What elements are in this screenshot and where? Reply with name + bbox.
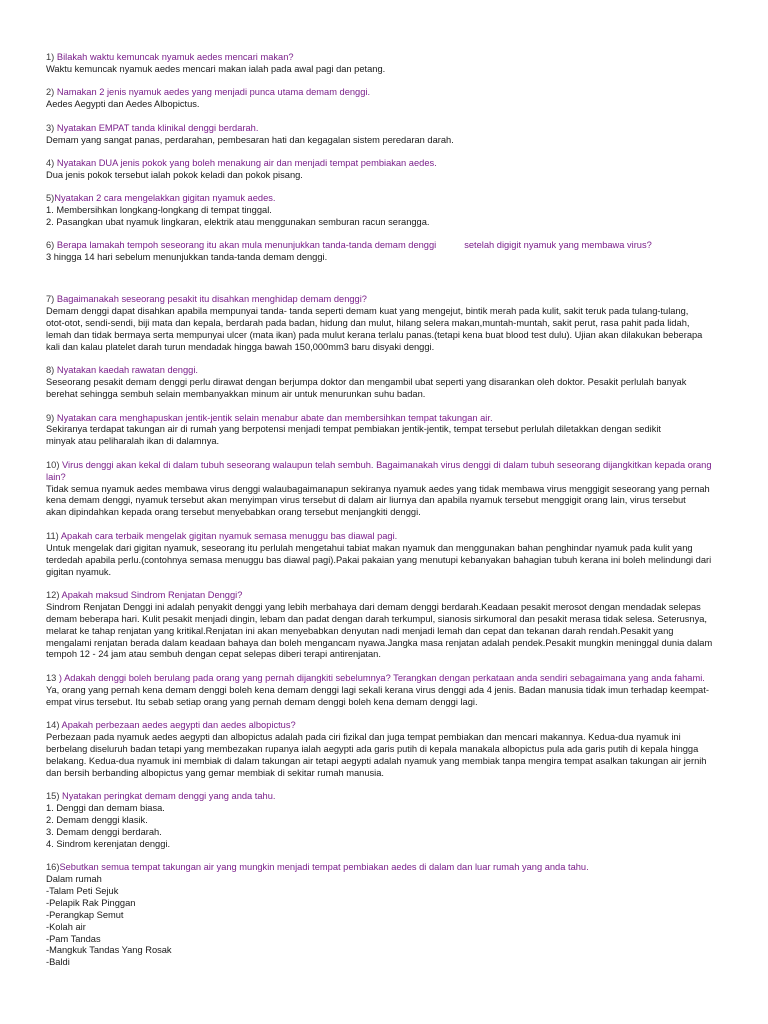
answer-line: lemah dan tidak bermaya serta mempunyai ulcer (mata ikan) pada mulut kerana terlalu panas.(tetapi kena buat blood test dulu). Ujian akan dilakukan beberapa [46, 330, 703, 340]
list-item: -Kolah air [46, 921, 86, 932]
qa-item [46, 52, 736, 76]
answer-line: Seseorang pesakit demam denggi perlu dirawat dengan berjumpa doktor dan mengambil ubat seperti yang disarankan oleh doktor. Pesakit perlulah banyak [46, 377, 687, 388]
answer-line: otot-otot, sendi-sendi, biji mata dan kepala, berdarah pada badan, hidung dan mulut, hilang selera makan,muntah-muntah, sakit perut, rasa pahit pada lidah, [46, 318, 690, 329]
question-number: 16) [46, 862, 60, 873]
question [46, 720, 736, 732]
question-number: 4) [46, 157, 55, 168]
list-item: -Talam Peti Sejuk [46, 885, 119, 896]
question-number: 13 [46, 672, 57, 683]
question [46, 590, 736, 602]
qa-item [46, 87, 736, 111]
question-number: 10) [46, 459, 60, 470]
question-number: 2) [46, 87, 55, 98]
answer-line: Sindrom Renjatan Denggi ini adalah penyakit denggi yang lebih merbahaya dari demam denggi berdarah.Keadaan pesakit merosot dengan mendadak selepas [46, 601, 701, 612]
answer-line: 1. Membersihkan longkang-longkang di tempat tinggal. [46, 205, 272, 216]
qa-item [46, 158, 736, 182]
answer-line: Perbezaan pada nyamuk aedes aegypti dan albopictus adalah pada ciri fizikal dan juga tempat pembiakan dan mencari makannya. Kedua-dua nyamuk ini [46, 731, 681, 742]
question-text: Apakah maksud Sindrom Renjatan Denggi? [59, 589, 243, 600]
question [46, 87, 736, 99]
document-body [46, 52, 736, 981]
answer-line: Ya, orang yang pernah kena demam denggi boleh kena demam denggi lagi sekali kerana virus denggi ada 4 jenis. Badan manusia tidak imun terhadap keempat- [46, 684, 709, 695]
question-text: Nyatakan kaedah rawatan denggi. [54, 365, 198, 376]
answer-line: demam beberapa hari. Kulit pesakit menjadi dingin, lebam dan padat dengan darah terkumpul, sianosis sirkumoral dan pesakit merasa tidak selesa. Seterusnya, [46, 613, 707, 624]
list-item: -Pelapik Rak Pinggan [46, 897, 136, 908]
question-number: 7) [46, 294, 55, 305]
list-item: 4. Sindrom kerenjatan denggi. [46, 838, 171, 849]
answer-line: Tidak semua nyamuk aedes membawa virus denggi walaubagaimanapun sekiranya nyamuk aedes yang tidak membawa virus menggigit seseorang yang pernah [46, 483, 710, 494]
question-number: 14) [46, 720, 60, 731]
answer-line: 3 hingga 14 hari sebelum menunjukkan tanda-tanda demam denggi. [46, 252, 328, 263]
question [46, 791, 736, 803]
question-number: 1) [46, 52, 55, 62]
question [46, 862, 736, 874]
question-number: 5) [46, 193, 55, 204]
qa-item [46, 193, 736, 229]
question-text: Nyatakan DUA jenis pokok yang boleh menakung air dan menjadi tempat pembiakan aedes. [54, 157, 437, 168]
qa-item [46, 862, 736, 969]
qa-item [46, 240, 736, 264]
question-text: Virus denggi akan kekal di dalam tubuh seseorang walaupun telah sembuh. Bagaimanakah virus denggi di dalam tubuh seseorang dijangkitkan kepada orang [59, 459, 712, 470]
question-number: 9) [46, 412, 55, 423]
answer-line: dan bersih berbanding albopictus yang gemar membiak di sekitar rumah manusia. [46, 767, 384, 778]
question-text: Nyatakan cara menghapuskan jentik-jentik selain menabur abate dan membersihkan tempat takungan air. [54, 412, 493, 423]
question-text: Sebutkan semua tempat takungan air yang mungkin menjadi tempat pembiakan aedes di dalam dan luar rumah yang anda tahu. [59, 862, 589, 873]
question-number: 11) [46, 530, 59, 541]
list-item: 3. Demam denggi berdarah. [46, 826, 162, 837]
question [46, 673, 736, 685]
qa-item [46, 791, 736, 851]
qa-item [46, 531, 736, 579]
question-number: 6) [46, 240, 55, 251]
qa-item [46, 123, 736, 147]
list-item: -Perangkap Semut [46, 909, 124, 920]
qa-item [46, 673, 736, 709]
qa-item [46, 460, 736, 520]
answer-line: terdedah apabila perlu.(contohnya semasa menuggu bas diawal pagi).Pakai pakaian yang menutupi kebanyakan bahagian tubuh kerana ini boleh melindungi dari [46, 554, 712, 565]
answer-line: kali dan kalau platelet darah turun mendadak hingga bawah 150,000mm3 baru disyaki denggi. [46, 341, 435, 352]
question-number: 3) [46, 122, 55, 133]
question [46, 123, 736, 135]
question-text: Nyatakan peringkat demam denggi yang anda tahu. [59, 791, 276, 802]
question-text: Nyatakan EMPAT tanda klinikal denggi berdarah. [54, 122, 259, 133]
question [46, 158, 736, 170]
answer-line: Untuk mengelak dari gigitan nyamuk, seseorang itu perlulah mengetahui tabiat makan nyamuk dan menggunakan bahan penghindar nyamuk pada kulit yang [46, 542, 693, 553]
question-text: Apakah perbezaan aedes aegypti dan aedes albopictus? [59, 720, 296, 731]
answer-line: Demam yang sangat panas, perdarahan, pembesaran hati dan kegagalan sistem peredaran darah. [46, 134, 454, 145]
question-text: Bilakah waktu kemuncak nyamuk aedes mencari makan? [54, 52, 294, 62]
answer-line: mengalami renjatan berada dalam keadaan bahaya dan boleh mengancam nyawa.Jangka masa renjatan adalah pendek.Pesakit mungkin meninggal dunia dalam [46, 637, 713, 648]
answer-line: Demam denggi dapat disahkan apabila mempunyai tanda- tanda seperti demam kuat yang mengejut, bintik merah pada kulit, sakit teruk pada tulang-tulang, [46, 306, 689, 317]
question [46, 531, 736, 543]
answer-line: 2. Pasangkan ubat nyamuk lingkaran, elektrik atau menggunakan semburan racun serangga. [46, 217, 430, 228]
qa-item [46, 720, 736, 780]
answer-line: melarat ke tahap renjatan yang kritikal.Renjatan ini akan menyebabkan denyutan nadi menjadi lemah dan cepat dan tekanan darah rendah.Pesakit yang [46, 625, 674, 636]
question-number: 12) [46, 589, 60, 600]
question-text: Berapa lamakah tempoh seseorang itu akan mula menunjukkan tanda-tanda demam denggi [54, 240, 437, 251]
question [46, 193, 736, 205]
answer-line: berbelang diseluruh badan tetapi yang membezakan rupanya ialah aegypti ada garis putih di kepala manakala albopictus pula ada garis putih di kepala hingga [46, 743, 699, 754]
question-number: 8) [46, 365, 55, 376]
answer-line: Dua jenis pokok tersebut ialah pokok keladi dan pokok pisang. [46, 169, 303, 180]
question-text-line2: lain? [46, 471, 66, 482]
answer-line: tempoh 12 - 24 jam atau sembuh dengan cepat selepas diberi terapi antirenjatan. [46, 649, 381, 660]
question [46, 294, 736, 306]
question-text: Namakan 2 jenis nyamuk aedes yang menjadi punca utama demam denggi. [54, 87, 371, 98]
qa-item [46, 294, 736, 354]
answer-line: empat virus tersebut. Itu sebab setiap orang yang pernah demam denggi boleh kena demam denggi lagi. [46, 696, 478, 707]
question [46, 413, 736, 425]
question-text: Nyatakan 2 cara mengelakkan gigitan nyamuk aedes. [54, 193, 276, 204]
answer-line: Aedes Aegypti dan Aedes Albopictus. [46, 99, 200, 110]
answer-line: Waktu kemuncak nyamuk aedes mencari makan ialah pada awal pagi dan petang. [46, 63, 386, 74]
question [46, 240, 736, 252]
qa-item [46, 365, 736, 401]
question-text: Apakah cara terbaik mengelak gigitan nyamuk semasa menuggu bas diawal pagi. [58, 530, 398, 541]
qa-item [46, 413, 736, 449]
question-number: 15) [46, 791, 60, 802]
answer-line: gigitan nyamuk. [46, 566, 112, 577]
question-text-tail: setelah digigit nyamuk yang membawa virus? [464, 240, 652, 251]
question-text: ) Adakah denggi boleh berulang pada orang yang pernah dijangkiti sebelumnya? Terangkan dengan perkataan anda sendiri sebagaimana yang anda fahami. [56, 672, 705, 683]
list-item: -Mangkuk Tandas Yang Rosak [46, 945, 172, 956]
list-heading: Dalam rumah [46, 874, 102, 885]
answer-line: berehat sehingga sembuh selain membanyakkan minum air untuk menurunkan suhu badan. [46, 389, 426, 400]
qa-item [46, 590, 736, 661]
answer-line: akan dipindahkan kepada orang tersebut menyebabkan orang tersebut menjangkiti denggi. [46, 507, 421, 518]
list-item: 2. Demam denggi klasik. [46, 814, 148, 825]
answer-line: kena demam denggi, nyamuk tersebut akan menyimpan virus tersebut di dalam air liurnya dan apabila nyamuk tersebut menggigit orang lain, virus tersebut [46, 495, 686, 506]
list-item: -Pam Tandas [46, 933, 101, 944]
answer-line: belakang. Kedua-dua nyamuk ini membiak di dalam takungan air tetapi aegypti adalah nyamuk yang membiak tanpa mengira tempat asalkan takungan air jernih [46, 755, 707, 766]
question-text: Bagaimanakah seseorang pesakit itu disahkan menghidap demam denggi? [54, 294, 367, 305]
answer-line: Sekiranya terdapat takungan air di rumah yang berpotensi menjadi tempat pembiakan jentik-jentik, tempat tersebut perlulah diletakkan dengan sedikit [46, 424, 661, 435]
list-item: 1. Denggi dan demam biasa. [46, 803, 165, 813]
question [46, 460, 736, 472]
answer-line: minyak atau peliharalah ikan di dalamnya. [46, 436, 220, 447]
question [46, 365, 736, 377]
list-item: -Baldi [46, 957, 70, 968]
question [46, 52, 736, 64]
